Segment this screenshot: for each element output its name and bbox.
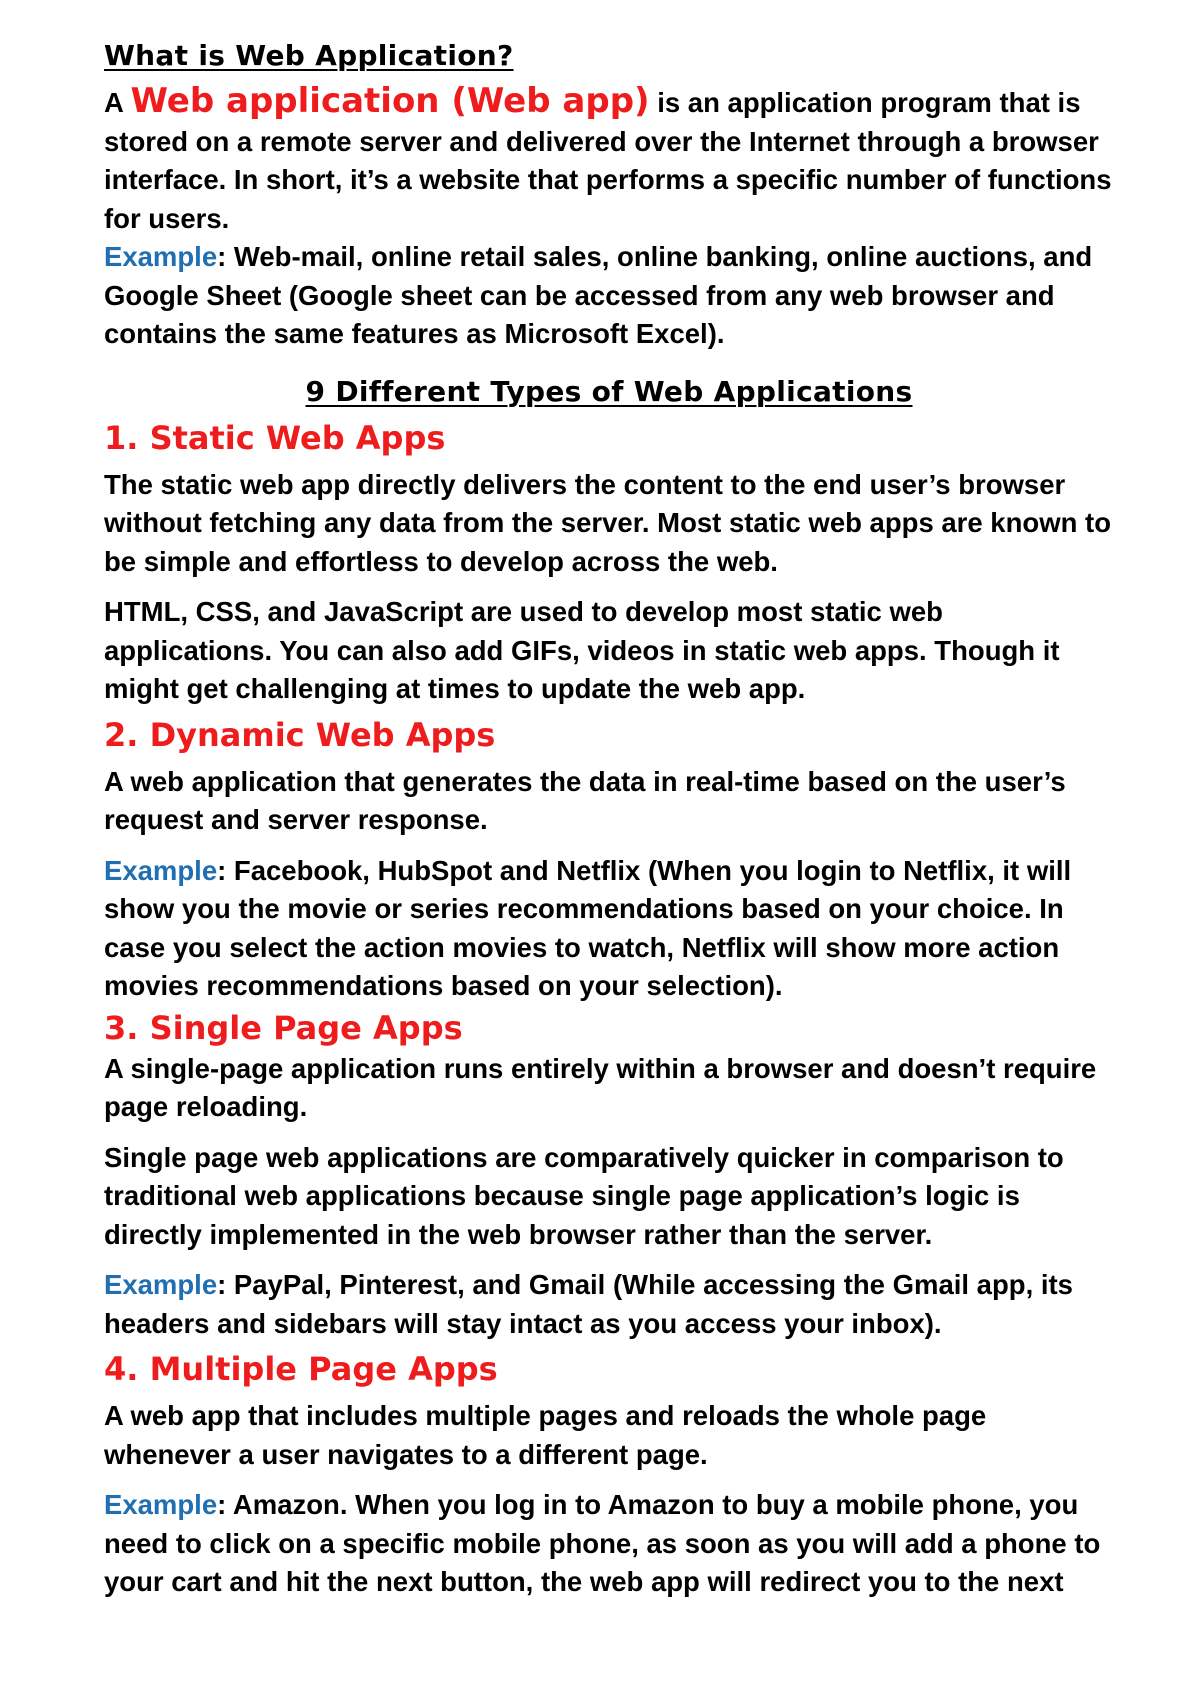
types-title: 9 Different Types of Web Applications bbox=[305, 374, 913, 408]
section-heading-dynamic: 2. Dynamic Web Apps bbox=[104, 715, 496, 754]
static-paragraph-1: The static web app directly delivers the content to the end user’s browser without fetching any data from the server. Most static web apps are known to be simple and effortless to develop across the web. bbox=[104, 468, 1111, 577]
single-paragraph-1: A single-page application runs entirely within a browser and doesn’t require page reloading. bbox=[104, 1052, 1097, 1122]
intro-example bbox=[104, 238, 1114, 354]
example-label: Example bbox=[104, 1269, 218, 1300]
document-page bbox=[104, 36, 1114, 1602]
section-heading-single: 3. Single Page Apps bbox=[104, 1008, 463, 1047]
intro-rest: is an application program that is stored on a remote server and delivered over the Internet through a browser interface. In short, it’s a website that performs a specific number of functions for users. bbox=[104, 87, 1112, 234]
example-label: Example bbox=[104, 1489, 218, 1520]
multiple-paragraph-1: A web app that includes multiple pages and reloads the whole page whenever a user navigates to a different page. bbox=[104, 1400, 987, 1470]
example-text: : Amazon. When you log in to Amazon to buy a mobile phone, you need to click on a specific mobile phone, as soon as you will add a phone to your cart and hit the next button, the web app will redirect you to the next bbox=[104, 1489, 1101, 1597]
static-paragraph-2: HTML, CSS, and JavaScript are used to develop most static web applications. You can also add GIFs, videos in static web apps. Though it might get challenging at times to update the web app. bbox=[104, 596, 1060, 704]
intro-lead-a: A bbox=[104, 87, 131, 118]
section-heading-static: 1. Static Web Apps bbox=[104, 418, 446, 457]
dynamic-example bbox=[104, 852, 1114, 1006]
intro-paragraph bbox=[104, 82, 1114, 238]
example-label: Example bbox=[104, 241, 218, 272]
dynamic-paragraph-1: A web application that generates the data in real-time based on the user’s request and server response. bbox=[104, 765, 1066, 835]
single-paragraph-2: Single page web applications are comparatively quicker in comparison to traditional web applications because single page application’s logic is directly implemented in the web browser rather than the server. bbox=[104, 1141, 1064, 1250]
example-label: Example bbox=[104, 854, 218, 886]
section-heading-multiple: 4. Multiple Page Apps bbox=[104, 1350, 498, 1388]
single-example bbox=[104, 1266, 1114, 1343]
intro-term: Web application (Web app) bbox=[130, 81, 650, 121]
page-title: What is Web Application? bbox=[104, 39, 514, 72]
example-text: : Facebook, HubSpot and Netflix (When you login to Netflix, it will show you the movie or series recommendations based on your choice. In case you select the action movies to watch, Netflix will show more action movies recommendations based on your selection). bbox=[104, 854, 1072, 1001]
example-text: : Web-mail, online retail sales, online banking, online auctions, and Google Sheet (Google sheet can be accessed from any web browser and contains the same features as Microsoft Excel). bbox=[104, 241, 1093, 349]
multiple-example bbox=[104, 1486, 1114, 1602]
example-text: : PayPal, Pinterest, and Gmail (While accessing the Gmail app, its headers and sidebars will stay intact as you access your inbox). bbox=[104, 1269, 1073, 1339]
